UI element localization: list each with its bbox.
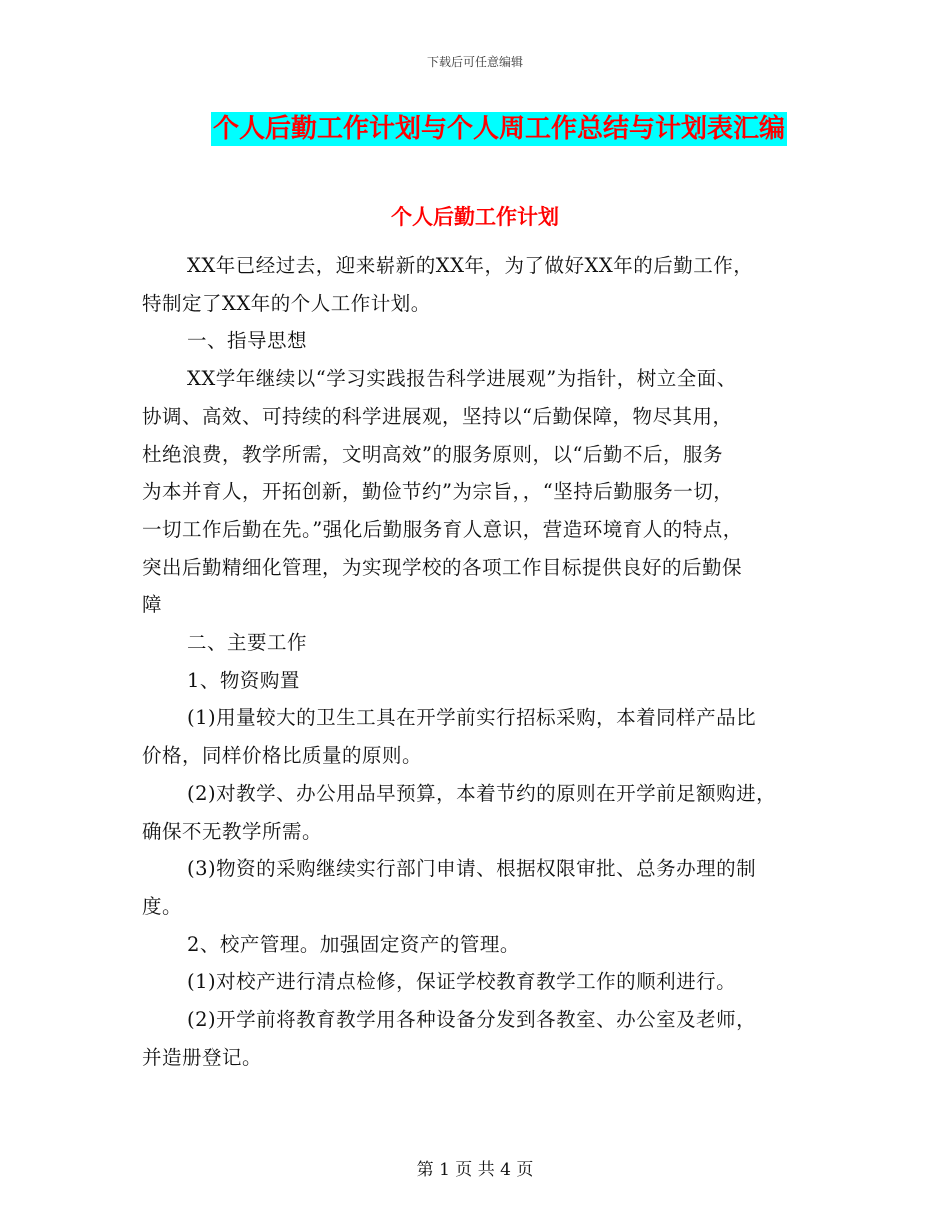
section-title: 个人后勤工作计划 bbox=[391, 205, 559, 229]
body-line: 为本并育人，开拓创新，勤俭节约”为宗旨，，“坚持后勤服务一切， bbox=[142, 480, 734, 504]
main-title: 个人后勤工作计划与个人周工作总结与计划表汇编 bbox=[212, 114, 785, 144]
body-line: 一切工作后勤在先。”强化后勤服务育人意识，营造环境育人的特点， bbox=[142, 517, 743, 541]
body-line: 度。 bbox=[142, 894, 183, 918]
body-line: 特制定了XX年的个人工作计划。 bbox=[142, 291, 431, 315]
body-line: (2)开学前将教育教学用各种设备分发到各教室、办公室及老师， bbox=[187, 1008, 757, 1032]
body-line: 1、物资购置 bbox=[187, 668, 300, 692]
body-line: 杜绝浪费，教学所需，文明高效”的服务原则，以“后勤不后，服务 bbox=[142, 442, 723, 466]
body-line: 协调、高效、可持续的科学进展观，坚持以“后勤保障，物尽其用， bbox=[142, 404, 733, 428]
body-line: 一、指导思想 bbox=[187, 329, 308, 353]
header-note: 下载后可任意编辑 bbox=[426, 55, 523, 69]
body-line: (2)对教学、办公用品早预算，本着节约的原则在开学前足额购进， bbox=[187, 781, 777, 805]
document-body bbox=[142, 247, 810, 1076]
body-line: 障 bbox=[142, 593, 163, 617]
page-footer: 第 1 页 共 4 页 bbox=[416, 1160, 534, 1180]
body-line: 2、校产管理。加强固定资产的管理。 bbox=[187, 932, 520, 956]
body-line: 突出后勤精细化管理，为实现学校的各项工作目标提供良好的后勤保 bbox=[142, 555, 743, 579]
main-title-container bbox=[0, 112, 950, 146]
body-line: 并造册登记。 bbox=[142, 1045, 263, 1069]
body-line: 二、主要工作 bbox=[187, 631, 308, 655]
body-line: XX学年继续以“学习实践报告科学进展观”为指针，树立全面、 bbox=[187, 367, 737, 391]
body-line: 确保不无教学所需。 bbox=[142, 819, 323, 843]
body-line: (3)物资的采购继续实行部门申请、根据权限审批、总务办理的制 bbox=[187, 857, 757, 881]
body-line: (1)用量较大的卫生工具在开学前实行招标采购，本着同样产品比 bbox=[187, 706, 757, 730]
body-line: XX年已经过去，迎来崭新的XX年，为了做好XX年的后勤工作， bbox=[187, 254, 754, 277]
body-line: 价格，同样价格比质量的原则。 bbox=[142, 744, 423, 768]
body-line: (1)对校产进行清点检修，保证学校教育教学工作的顺利进行。 bbox=[187, 970, 737, 994]
